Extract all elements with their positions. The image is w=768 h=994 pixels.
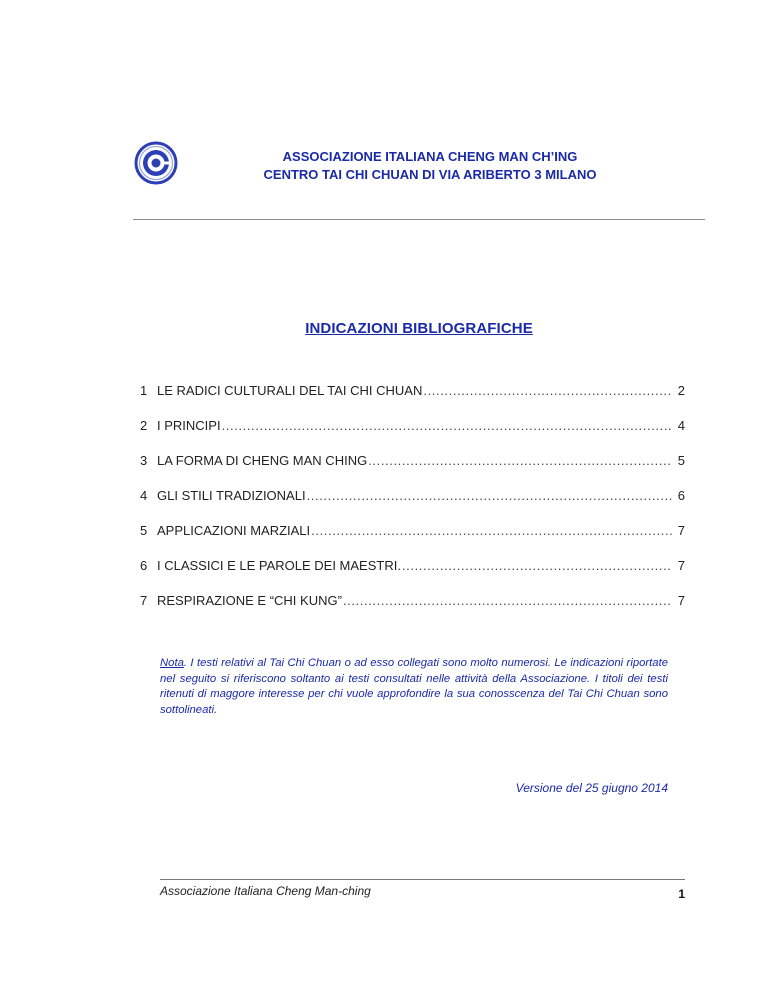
table-of-contents [140,383,685,628]
toc-page: 7 [677,523,685,538]
toc-page: 7 [677,593,685,608]
toc-entry[interactable] [140,523,685,558]
toc-page: 6 [677,488,685,503]
toc-title: APPLICAZIONI MARZIALI [157,523,311,538]
organization-header [220,148,640,184]
toc-number: 2 [140,418,148,433]
toc-title: LE RADICI CULTURALI DEL TAI CHI CHUAN [157,383,423,398]
toc-page: 5 [677,453,685,468]
note-text: . I testi relativi al Tai Chi Chuan o ad esso collegati sono molto numerosi. Le indicazioni riportate nel seguito si riferiscono soltanto ai testi consultati nelle attività della Associazione. I titoli dei testi ritenuti di maggore interesse per chi vuole approfondire la sua conosscenza del Tai Chi Chuan sono sottolineati. [160,657,668,716]
toc-title: GLI STILI TRADIZIONALI [157,488,306,503]
toc-title: I CLASSICI E LE PAROLE DEI MAESTRI. [157,558,401,573]
org-address: CENTRO TAI CHI CHUAN DI VIA ARIBERTO 3 MILANO [263,167,597,182]
toc-entry[interactable] [140,418,685,453]
toc-number: 1 [140,383,148,398]
toc-number: 3 [140,453,148,468]
toc-number: 7 [140,593,148,608]
note-paragraph [160,656,668,718]
version-date: Versione del 25 giugno 2014 [515,781,668,795]
toc-page: 4 [677,418,685,433]
toc-page: 2 [677,383,685,398]
toc-title: RESPIRAZIONE E “CHI KUNG” [157,593,342,608]
footer-divider [160,879,685,880]
toc-number: 6 [140,558,148,573]
header-divider [133,219,705,220]
toc-leader [343,593,672,608]
toc-entry[interactable] [140,488,685,523]
toc-entry[interactable] [140,558,685,593]
toc-number: 5 [140,523,148,538]
org-name: ASSOCIAZIONE ITALIANA CHENG MAN CH’ING [282,149,578,164]
page-number: 1 [678,887,685,901]
toc-leader [368,453,672,468]
document-title: INDICAZIONI BIBLIOGRAFICHE [305,320,533,337]
toc-title: LA FORMA DI CHENG MAN CHING [157,453,368,468]
toc-entry[interactable] [140,383,685,418]
concentric-circles-logo [134,141,178,185]
footer-organization: Associazione Italiana Cheng Man-ching [160,884,371,898]
toc-title: I PRINCIPI [157,418,221,433]
toc-page: 7 [677,558,685,573]
toc-leader [423,383,672,398]
toc-leader [402,558,672,573]
toc-entry[interactable] [140,453,685,488]
toc-leader [307,488,672,503]
note-label: Nota [160,657,184,669]
toc-leader [222,418,672,433]
toc-number: 4 [140,488,148,503]
toc-leader [311,523,672,538]
toc-entry[interactable] [140,593,685,628]
